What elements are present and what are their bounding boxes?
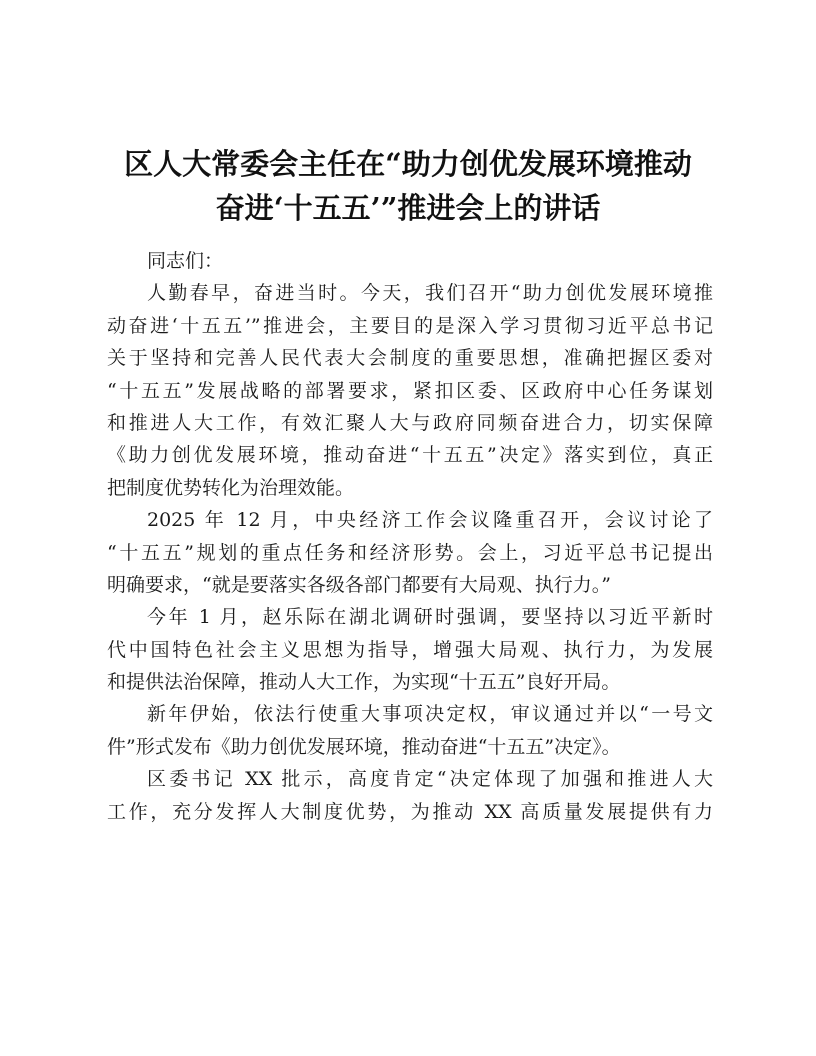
document-body	[107, 245, 713, 828]
body-text-line: 和提供法治保障，推动人大工作，为实现“十五五”良好开局。	[107, 671, 621, 694]
body-text-line: 《助力创优发展环境，推动奋进“十五五”决定》落实到位，真正	[107, 444, 713, 467]
body-text-line: 今年 1 月，赵乐际在湖北调研时强调，要坚持以习近平新时	[147, 606, 713, 629]
body-text-line: 和推进人大工作，有效汇聚人大与政府同频奋进合力，切实保障	[107, 411, 713, 434]
body-text-line: 关于坚持和完善人民代表大会制度的重要思想，准确把握区委对	[107, 347, 713, 370]
document-title	[100, 142, 716, 230]
body-text-line: 工作，充分发挥人大制度优势，为推动 XX 高质量发展提供有力	[107, 800, 713, 823]
title-line-2: 奋进‘十五五’”推进会上的讲话	[215, 191, 601, 225]
body-text-line: 区委书记 XX 批示，高度肯定“决定体现了加强和推进人大	[147, 768, 713, 791]
body-text-line: 代中国特色社会主义思想为指导，增强大局观、执行力，为发展	[107, 638, 713, 661]
body-text-line: 2025 年 12 月，中央经济工作会议隆重召开，会议讨论了	[147, 509, 713, 532]
body-text-line: 把制度优势转化为治理效能。	[107, 476, 355, 499]
body-text-line: 动奋进‘十五五’”推进会，主要目的是深入学习贯彻习近平总书记	[107, 314, 713, 337]
body-text-line: 新年伊始，依法行使重大事项决定权，审议通过并以“一号文	[147, 703, 713, 726]
body-text-line: 件”形式发布《助力创优发展环境，推动奋进“十五五”决定》。	[107, 735, 621, 758]
body-text-line: 人勤春早，奋进当时。今天，我们召开“助力创优发展环境推	[147, 282, 713, 305]
title-line-1: 区人大常委会主任在“助力创优发展环境推动	[124, 147, 692, 181]
body-text-line: “十五五”规划的重点任务和经济形势。会上，习近平总书记提出	[107, 541, 713, 564]
body-text-line: “十五五”发展战略的部署要求，紧扣区委、区政府中心任务谋划	[107, 379, 713, 402]
body-text-line: 明确要求，“就是要落实各级各部门都要有大局观、执行力。”	[107, 573, 611, 596]
salutation: 同志们：	[147, 250, 224, 272]
